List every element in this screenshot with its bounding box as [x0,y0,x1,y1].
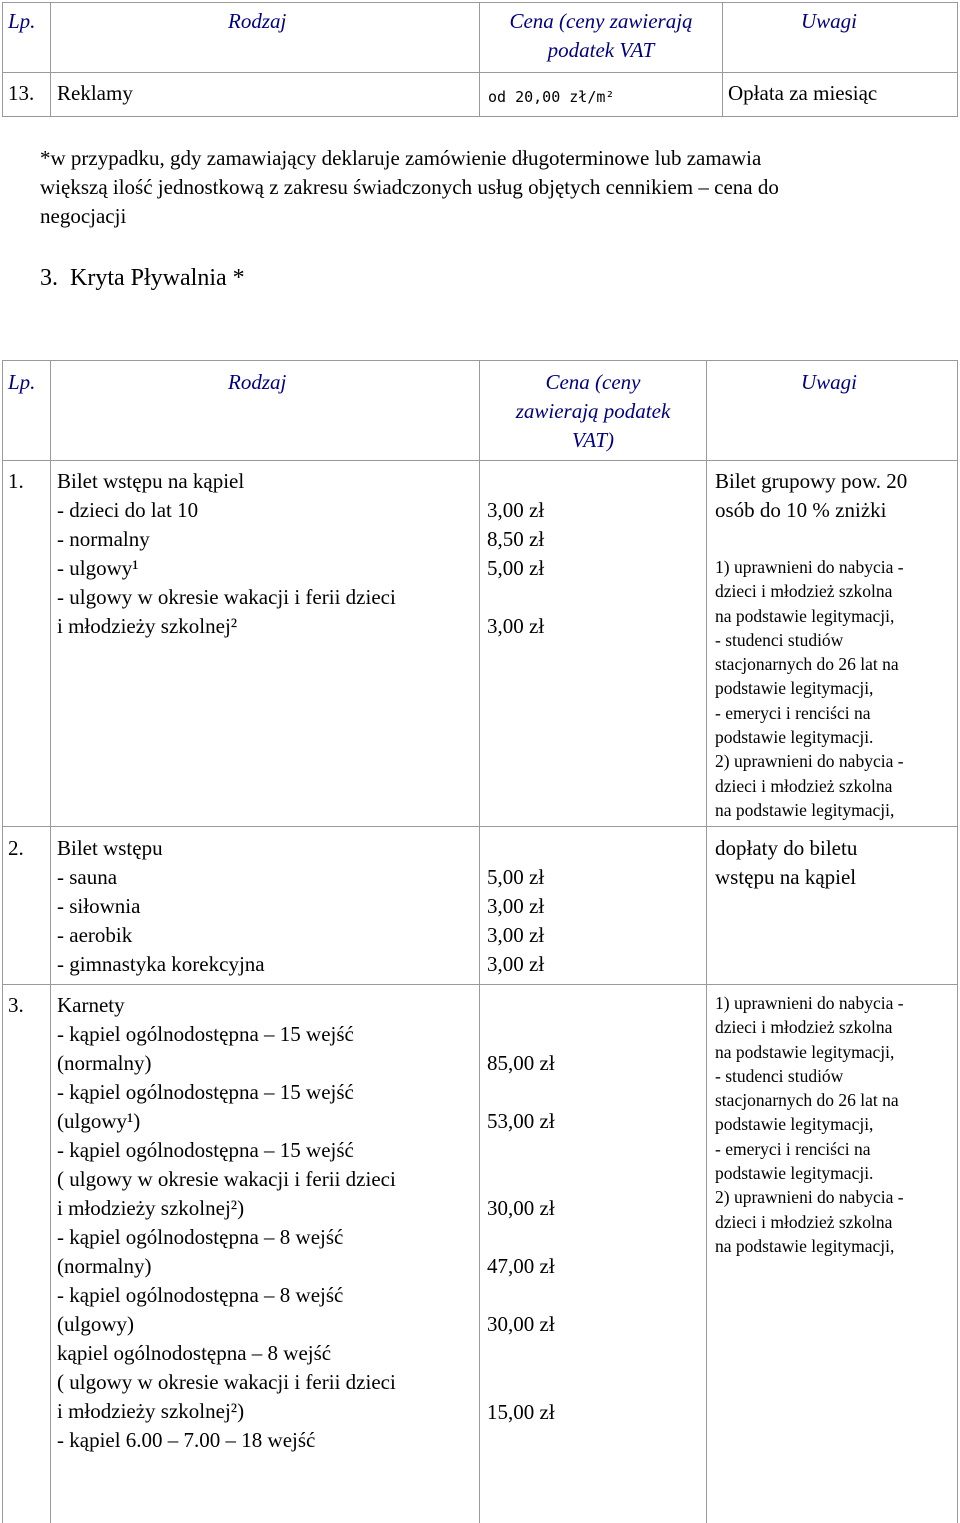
table-border [2,2,958,3]
price: 85,00 zł [487,1051,555,1075]
table-border [2,826,958,827]
table-border [50,2,51,117]
table-border [2,116,958,117]
rodzaj-line: - siłownia [57,894,141,918]
rodzaj-line: Bilet wstępu [57,836,163,860]
rodzaj-line: - sauna [57,865,118,889]
row-lp: 13. [8,81,35,105]
row-uwagi: Opłata za miesiąc [728,81,878,105]
table-border [957,360,958,1523]
rodzaj-line: - kąpiel ogólnodostępna – 8 wejść [57,1283,344,1307]
table-border [479,360,480,1523]
rodzaj-line: - kąpiel 6.00 – 7.00 – 18 wejść [57,1428,316,1452]
table-border [722,2,723,117]
header-lp: Lp. [8,9,36,33]
row2-lp: 2. [8,836,24,860]
rodzaj-line: - kąpiel ogólnodostępna – 15 wejść [57,1138,354,1162]
row3-rodzaj [57,991,396,1455]
price: 3,00 zł [487,614,545,638]
rodzaj-line: - gimnastyka korekcyjna [57,952,265,976]
row1-uwagi-main: Bilet grupowy pow. 20 osób do 10 % zniżki [715,469,908,522]
table-border [2,72,958,73]
rodzaj-line: - kąpiel ogólnodostępna – 8 wejść [57,1225,344,1249]
row-cena: od 20,00 zł/m² [488,88,615,106]
footnote-text: *w przypadku, gdy zamawiający deklaruje zamówienie długoterminowe lub zamawia większą ilość jednostkową z zakresu świadczonych usług objętych cennikiem – cena do negocjacji [40,146,779,228]
row2-uwagi-main: dopłaty do biletu wstępu na kąpiel [715,836,858,889]
row1-lp: 1. [8,469,24,493]
header-rodzaj: Rodzaj [228,9,287,33]
pool-header-uwagi: Uwagi [801,370,858,394]
row1-uwagi-notes: 1) uprawnieni do nabycia - dzieci i młodzież szkolna na podstawie legitymacji, - studenci studiów stacjonarnych do 26 lat na podstawie legitymacji, - emeryci i renciści na podstawie legitymacji. 2) uprawnieni do nabycia - dzieci i młodzież szkolna na podstawie legitymacji, [715,557,904,820]
rodzaj-line: Karnety [57,993,125,1017]
pool-header-rodzaj: Rodzaj [228,370,287,394]
row2-rodzaj [57,834,265,979]
rodzaj-line: - ulgowy w okresie wakacji i ferii dzieci [57,585,396,609]
rodzaj-line: i młodzieży szkolnej²) [57,1399,245,1423]
price: 47,00 zł [487,1254,555,1278]
price: 30,00 zł [487,1312,555,1336]
rodzaj-line: - normalny [57,527,150,551]
price: 5,00 zł [487,865,545,889]
price: 8,50 zł [487,527,545,551]
row3-lp: 3. [8,993,24,1017]
pool-header-cena: Cena (ceny zawierają podatek VAT) [515,370,671,452]
price: 15,00 zł [487,1400,555,1424]
table-border [706,360,707,1523]
rodzaj-line: i młodzieży szkolnej² [57,614,238,638]
row1-rodzaj [57,467,396,641]
price: 3,00 zł [487,894,545,918]
section-title: 3. Kryta Pływalnia * [40,265,245,291]
rodzaj-line: (normalny) [57,1051,152,1075]
rodzaj-line: ( ulgowy w okresie wakacji i ferii dzieci [57,1167,396,1191]
row-rodzaj: Reklamy [57,81,133,105]
rodzaj-line: - kąpiel ogólnodostępna – 15 wejść [57,1022,354,1046]
price: 30,00 zł [487,1196,555,1220]
table-border [957,2,958,117]
rodzaj-line: ( ulgowy w okresie wakacji i ferii dzieci [57,1370,396,1394]
price: 3,00 zł [487,498,545,522]
table-border [2,460,958,461]
table-border [2,360,3,1523]
rodzaj-line: - ulgowy¹ [57,556,139,580]
table-border [2,360,958,361]
rodzaj-line: i młodzieży szkolnej²) [57,1196,245,1220]
table-border [2,2,3,117]
rodzaj-line: Bilet wstępu na kąpiel [57,469,245,493]
pool-header-lp: Lp. [8,370,36,394]
rodzaj-line: - aerobik [57,923,133,947]
row3-uwagi-notes: 1) uprawnieni do nabycia - dzieci i młodzież szkolna na podstawie legitymacji, - studenci studiów stacjonarnych do 26 lat na podstawie legitymacji, - emeryci i renciści na podstawie legitymacji. 2) uprawnieni do nabycia - dzieci i młodzież szkolna na podstawie legitymacji, [715,993,904,1256]
rodzaj-line: (ulgowy¹) [57,1109,141,1133]
price: 3,00 zł [487,923,545,947]
table-border [2,984,958,985]
rodzaj-line: (ulgowy) [57,1312,134,1336]
price: 3,00 zł [487,952,545,976]
rodzaj-line: - kąpiel ogólnodostępna – 15 wejść [57,1080,354,1104]
rodzaj-line: kąpiel ogólnodostępna – 8 wejść [57,1341,332,1365]
price: 53,00 zł [487,1109,555,1133]
price: 5,00 zł [487,556,545,580]
header-cena: Cena (ceny zawierają podatek VAT [509,9,693,62]
rodzaj-line: (normalny) [57,1254,152,1278]
rodzaj-line: - dzieci do lat 10 [57,498,199,522]
table-border [50,360,51,1523]
header-uwagi: Uwagi [801,9,858,33]
